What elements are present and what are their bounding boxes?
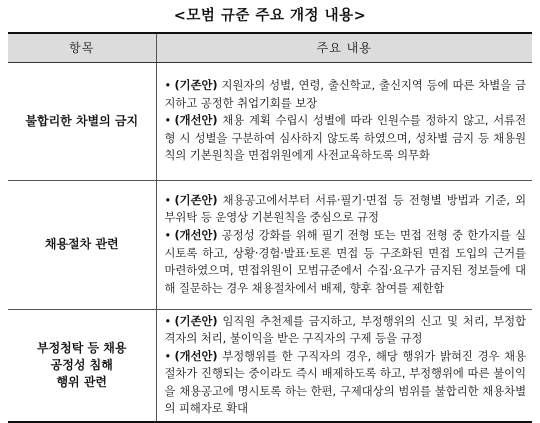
item-text: 채용 계획 수립시 성별에 따라 인원수를 정하지 않고, 서류전형 시 성별을 구분하여 심사하지 않도록 하였으며, 성차별 금지 등 채용원칙의 기본원칙을 면접위원에게 사전교육하도록 의무화 (164, 114, 526, 163)
row-content (156, 62, 532, 180)
item-tag: (개선안) (174, 228, 218, 242)
item-text: 공정성 강화를 위해 필기 전형 또는 면접 전형 중 한가지를 실시토록 하고, 상황·경험·발표·토론 면접 등 구조화된 면접 도입의 근거를 마련하였으며, 면접위원이 모범규준에서 수집·요구가 금지된 정보들에 대해 질문하는 경우 채용절차에서 배제, 향후 참여를 제한함 (164, 228, 526, 295)
bullet-icon: • (164, 314, 172, 328)
list-item (165, 227, 527, 297)
item-tag: (개선안) (174, 349, 218, 363)
category-line: 불합리한 차별의 금지 (25, 113, 139, 128)
item-tag: (기존안) (174, 79, 218, 93)
item-text: 부정행위를 한 구직자의 경우, 해당 행위가 밝혀진 경우 채용절차가 진행되는 중이라도 즉시 배제하도록 하고, 부정행위에 따른 불이익을 채용공고에 명시토록 하는 한편, 구제대상의 범위를 불합리한 채용차별의 피해자로 확대 (164, 349, 526, 416)
bullet-icon: • (164, 349, 172, 363)
table-row (8, 180, 532, 309)
list-item (165, 348, 527, 418)
list-item (165, 192, 527, 227)
item-tag: (기존안) (174, 314, 218, 328)
table-header-row (8, 33, 532, 62)
table-row (8, 62, 532, 180)
item-tag: (기존안) (174, 193, 218, 207)
row-content (156, 180, 532, 309)
category-line: 행위 관련 (56, 374, 108, 389)
category-line: 채용절차 관련 (44, 237, 119, 251)
item-tag: (개선안) (174, 114, 218, 128)
row-category (8, 62, 156, 180)
page-title: <모범 규준 주요 개정 내용> (173, 8, 367, 24)
revision-table (8, 32, 532, 423)
bullet-icon: • (164, 193, 172, 207)
list-item (165, 313, 527, 348)
row-category (8, 309, 156, 422)
header-category: 항목 (8, 33, 156, 62)
item-text: 지원자의 성별, 연령, 출신학교, 출신지역 등에 따른 차별을 금지하고 공정한 취업기회를 보장 (164, 79, 526, 110)
category-line: 부정청탁 등 채용 (36, 340, 127, 355)
row-category (8, 180, 156, 309)
bullet-icon: • (164, 228, 172, 242)
item-text: 채용공고에서부터 서류·필기·면접 등 전형별 방법과 기준, 외부위탁 등 운영상 기본원칙을 중심으로 규정 (164, 193, 526, 225)
category-line: 공정성 침해 (50, 357, 113, 372)
item-text: 임직원 추천제를 금지하고, 부정행위의 신고 및 처리, 부정합격자의 처리, 불이익을 받은 구직자의 구제 등을 규정 (164, 314, 526, 346)
bullet-icon: • (164, 114, 172, 128)
bullet-icon: • (164, 79, 172, 93)
list-item (165, 77, 527, 112)
table-row (8, 309, 532, 422)
list-item (165, 112, 527, 165)
header-content: 주요 내용 (156, 33, 532, 62)
row-content (156, 309, 532, 422)
